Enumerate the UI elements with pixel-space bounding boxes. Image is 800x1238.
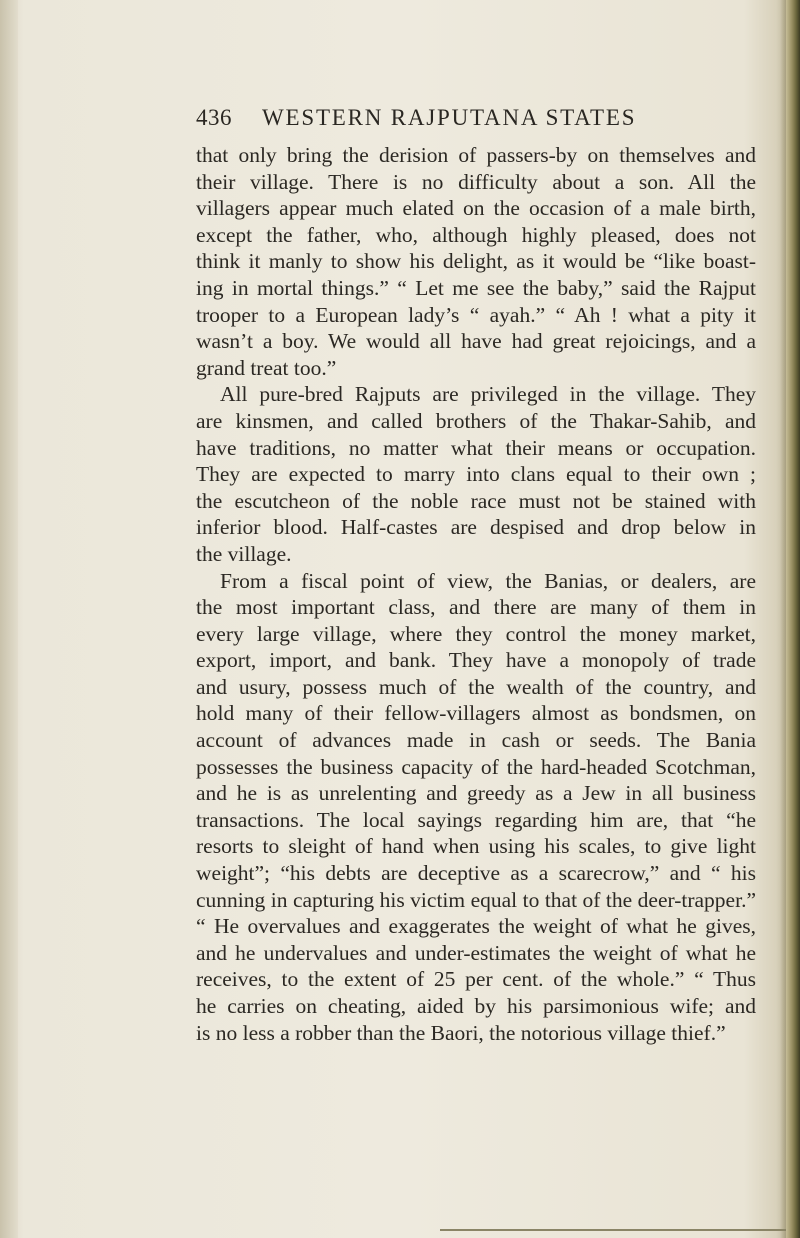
text-line: think it manly to show his delight, as it would be “like boast- — [196, 249, 756, 274]
text-line: receives, to the extent of 25 per cent. of the whole.” “ Thus — [196, 967, 756, 992]
text-line: cunning in capturing his victim equal to that of the deer-trapper.” — [196, 887, 756, 912]
text-line: and he undervalues and under-estimates the weight of what he — [196, 940, 756, 965]
paragraph-start-line: From a fiscal point of view, the Banias, or dealers, are — [220, 568, 756, 593]
text-line: and he is as unrelenting and greedy as a Jew in all business — [196, 781, 756, 806]
text-line: their village. There is no difficulty about a son. All the — [196, 169, 756, 194]
page-edge — [786, 0, 800, 1238]
text-line: that only bring the derision of passers-by on themselves and — [196, 143, 756, 167]
text-line: have traditions, no matter what their means or occupation. — [196, 435, 756, 460]
text-line: except the father, who, although highly pleased, does not — [196, 222, 756, 247]
text-line: grand treat too.” — [196, 355, 337, 380]
body-text — [196, 142, 756, 1046]
page-number: 436 — [196, 105, 232, 130]
text-line: the village. — [196, 541, 292, 566]
running-header — [196, 105, 656, 131]
text-line: hold many of their fellow-villagers almost as bondsmen, on — [196, 701, 756, 726]
running-title: WESTERN RAJPUTANA STATES — [262, 105, 637, 130]
text-line: account of advances made in cash or seeds. The Bania — [196, 728, 756, 753]
text-line: export, import, and bank. They have a monopoly of trade — [196, 648, 756, 673]
text-line: weight”; “his debts are deceptive as a scarecrow,” and “ his — [196, 861, 756, 886]
page-gutter-shade — [0, 0, 18, 1238]
bottom-edge-rule — [440, 1229, 786, 1231]
text-line: trooper to a European lady’s “ ayah.” “ Ah ! what a pity it — [196, 302, 756, 327]
paragraph-start-line: All pure-bred Rajputs are privileged in the village. They — [220, 382, 756, 407]
text-line: the escutcheon of the noble race must not be stained with — [196, 488, 756, 513]
text-line: are kinsmen, and called brothers of the Thakar-Sahib, and — [196, 408, 756, 433]
text-line: villagers appear much elated on the occasion of a male birth, — [196, 196, 756, 221]
text-line: and usury, possess much of the wealth of the country, and — [196, 674, 756, 699]
text-line: ing in mortal things.” “ Let me see the baby,” said the Rajput — [196, 275, 756, 300]
text-line: They are expected to marry into clans equal to their own ; — [196, 462, 756, 487]
text-line: possesses the business capacity of the hard-headed Scotchman, — [196, 754, 756, 779]
text-line: “ He overvalues and exaggerates the weight of what he gives, — [196, 914, 756, 939]
text-line: resorts to sleight of hand when using his scales, to give light — [196, 834, 756, 859]
text-line: inferior blood. Half-castes are despised and drop below in — [196, 515, 756, 540]
text-line: wasn’t a boy. We would all have had great rejoicings, and a — [196, 329, 756, 354]
text-line: every large village, where they control the money market, — [196, 621, 756, 646]
text-line: the most important class, and there are many of them in — [196, 595, 756, 620]
text-line: is no less a robber than the Baori, the notorious village thief.” — [196, 1020, 726, 1045]
text-line: he carries on cheating, aided by his parsimonious wife; and — [196, 994, 756, 1018]
text-line: transactions. The local sayings regarding him are, that “he — [196, 807, 756, 832]
